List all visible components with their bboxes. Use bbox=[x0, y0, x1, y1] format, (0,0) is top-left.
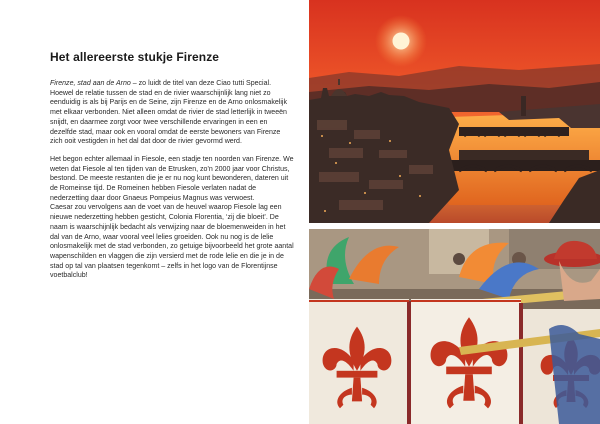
flag-bearers-photo bbox=[309, 229, 600, 424]
flag-bearers-illustration bbox=[309, 229, 600, 424]
sun bbox=[393, 33, 410, 50]
article-title: Het allereerste stukje Firenze bbox=[50, 50, 220, 64]
article-column bbox=[50, 50, 294, 289]
sunset-illustration bbox=[309, 0, 600, 223]
intro-text: – zo luidt de titel van deze Ciao tutti Special. Hoewel de relatie tussen de stad en de rivier waarschijnlijk lang niet zo eenduidig is als bij Parijs en de Seine, zijn Firenze en de Arno onlosmakelijk met elkaar verbonden. Niet alleen omdat de rivier de stad letterlijk in tweeën snijdt, en daarmee zorgt voor twee verschillende ervaringen in een en dezelfde stad, maar ook en vooral omdat de eerste bewoners van Firenze zich ooit vestigden in het dal dat door de rivier gevormd werd. bbox=[50, 80, 287, 146]
florence-sunset-photo bbox=[309, 0, 600, 223]
intro-paragraph bbox=[50, 79, 294, 147]
paragraph-2: Het begon echter allemaal in Fiesole, een stadje ten noorden van Firenze. We weten dat Fiesole al ten tijden van de Etrusken, zo'n 2000 jaar voor Christus, bestond. De meeste restanten die je er nu nog kunt bewonderen, dateren uit de Romeinse tijd. De Romeinen hebben Fiesole verlaten nadat de nederzetting daar door Gnaeus Pompeius Magnus was verwoest. bbox=[50, 155, 294, 202]
intro-italic: Firenze, stad aan de Arno bbox=[50, 80, 131, 87]
paragraph-3: Caesar zou vervolgens aan de voet van de heuvel waarop Fiesole lag een nieuwe nederzetting hebben gesticht, Colonia Florentia, ‘zij die bloeit’. De naam is waarschijnlijk bedacht als verwijzing naar de bloemenweiden in het dal van de Arno, waar vooral veel lelies groeiden. Ook nu nog is de lelie onlosmakelijk met de stad verbonden, zo getuige bijvoorbeeld het grote aantal wapenschilden en vlaggen die zijn versierd met de rode lelie en die je in de stad op tal van plaatsen tegenkomt – zelfs in het logo van de Florentijnse voetbalclub! bbox=[50, 204, 294, 280]
